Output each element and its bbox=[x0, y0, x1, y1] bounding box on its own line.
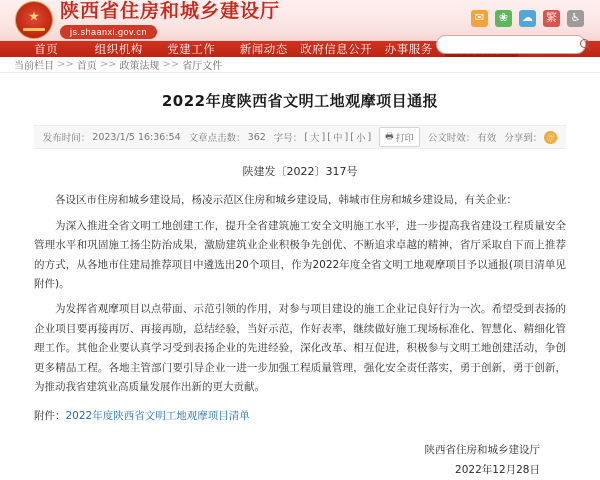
breadcrumb-prefix: 当前栏目 bbox=[14, 57, 54, 72]
signature-date: 2022年12月28日 bbox=[34, 461, 540, 480]
paragraph-salutation: 各设区市住房和城乡建设局，杨凌示范区住房和城乡建设局，韩城市住房和城乡建设局，有关企业： bbox=[34, 191, 566, 210]
publish-time-label bbox=[43, 130, 181, 144]
print-button[interactable] bbox=[379, 127, 420, 147]
validity-status bbox=[428, 130, 497, 144]
breadcrumb-separator: >> bbox=[100, 59, 117, 70]
print-button-label: 打印 bbox=[396, 131, 414, 144]
breadcrumb-item-department-docs[interactable]: 省厅文件 bbox=[182, 57, 222, 72]
page-title: 2022年度陕西省文明工地观摩项目通报 bbox=[34, 90, 566, 111]
paragraph-2: 为发挥省观摩项目以点带面、示范引领的作用，对参与项目建设的施工企业记良好行为一次。希望受到表扬的企业项目要再接再厉、再接再励，总结经验，当好示范，作好表率，继续做好施工现场标准化、智慧化、精细化管理工作。其他企业要认真学习受到表扬企业的先进经验，深化改革、相互促进，积极参与文明工地创建活动，争创更多精品工程。各地主管部门要引导企业一进一步加强工程质量管理，强化安全责任落实，勇于创新，勇于创新，为推动我省建筑业高质量发展作出新的更大贡献。 bbox=[34, 300, 566, 397]
nav-item-news[interactable]: 新闻动态 bbox=[228, 41, 301, 57]
publish-time-value: 2023/1/5 16:36:54 bbox=[92, 132, 180, 143]
search-icon[interactable] bbox=[580, 39, 591, 50]
traditional-chinese-icon[interactable]: 繁 bbox=[543, 10, 560, 27]
breadcrumb-item-policies[interactable]: 政策法规 bbox=[120, 57, 160, 72]
nav-item-party-work[interactable]: 党建工作 bbox=[155, 41, 228, 57]
view-count-value: 362 bbox=[248, 132, 266, 143]
signature-org: 陕西省住房和城乡建设厅 bbox=[34, 441, 540, 461]
leaf-icon[interactable]: ❀ bbox=[495, 10, 512, 27]
search-box[interactable] bbox=[436, 35, 586, 54]
validity-label: 公文时效： bbox=[428, 130, 476, 144]
nav-item-services[interactable]: 办事服务 bbox=[373, 41, 446, 57]
font-size-small[interactable]: 小 bbox=[356, 130, 366, 144]
document-number: 陕建发〔2022〕317号 bbox=[34, 162, 566, 182]
site-title: 陕西省住房和城乡建设厅 bbox=[60, 1, 280, 23]
article-meta-bar bbox=[34, 125, 566, 149]
share-icon[interactable]: ＠ bbox=[544, 131, 557, 144]
nav-item-organization[interactable]: 组织机构 bbox=[83, 41, 156, 57]
attachment-label: 附件： bbox=[34, 410, 66, 422]
article-container bbox=[0, 73, 600, 480]
header-icon-group bbox=[471, 10, 584, 27]
search-input[interactable] bbox=[444, 38, 580, 51]
validity-value: 有效 bbox=[477, 130, 496, 144]
printer-icon: 🖶 bbox=[385, 129, 394, 145]
breadcrumb-separator: >> bbox=[163, 59, 180, 70]
signature-block bbox=[34, 441, 566, 480]
mail-icon[interactable]: ✉ bbox=[471, 10, 488, 27]
share-label: 分享到： bbox=[504, 130, 542, 144]
nav-item-home[interactable]: 首页 bbox=[10, 41, 83, 57]
accessibility-icon[interactable]: ♿ bbox=[567, 10, 584, 27]
cloud-icon[interactable]: ☁ bbox=[519, 10, 536, 27]
attachment-row bbox=[34, 408, 566, 423]
font-size-label: 字号： bbox=[274, 130, 303, 144]
breadcrumb-separator: >> bbox=[57, 59, 74, 70]
font-size-large[interactable]: 大 bbox=[310, 130, 320, 144]
paragraph-1: 为深入推进全省文明工地创建工作，提升全省建筑施工安全文明施工水平，进一步提高我省建设工程质量安全管理水平和巩固施工扬尘防治成果，激励建筑业企业积极争先创优、不断追求卓越的精神，省厅采取自下而上推荐的方式，从各地市住建局推荐项目中遴选出20个项目，作为2022年度全省文明工地观摩项目予以通报(项目清单见附件)。 bbox=[34, 217, 566, 295]
site-domain: js.shaanxi.gov.cn bbox=[60, 25, 157, 39]
article-body bbox=[34, 162, 566, 398]
view-count-label: 文章点击数： bbox=[189, 130, 246, 144]
nav-item-gov-info[interactable]: 政府信息公开 bbox=[300, 41, 373, 57]
breadcrumb-item-home[interactable]: 首页 bbox=[77, 57, 97, 72]
font-size-control: 字号： [ 大 ] [ 中 ] [ 小 ] bbox=[274, 130, 371, 144]
font-size-medium[interactable]: 中 bbox=[333, 130, 343, 144]
breadcrumb bbox=[0, 57, 600, 73]
share-control[interactable] bbox=[504, 130, 557, 144]
attachment-link[interactable]: 2022年度陕西省文明工地观摩项目清单 bbox=[66, 410, 250, 422]
publish-time-label-text: 发布时间： bbox=[43, 130, 91, 144]
national-emblem-icon: ★ bbox=[14, 0, 54, 40]
site-identity bbox=[60, 1, 280, 40]
view-count bbox=[189, 130, 266, 144]
